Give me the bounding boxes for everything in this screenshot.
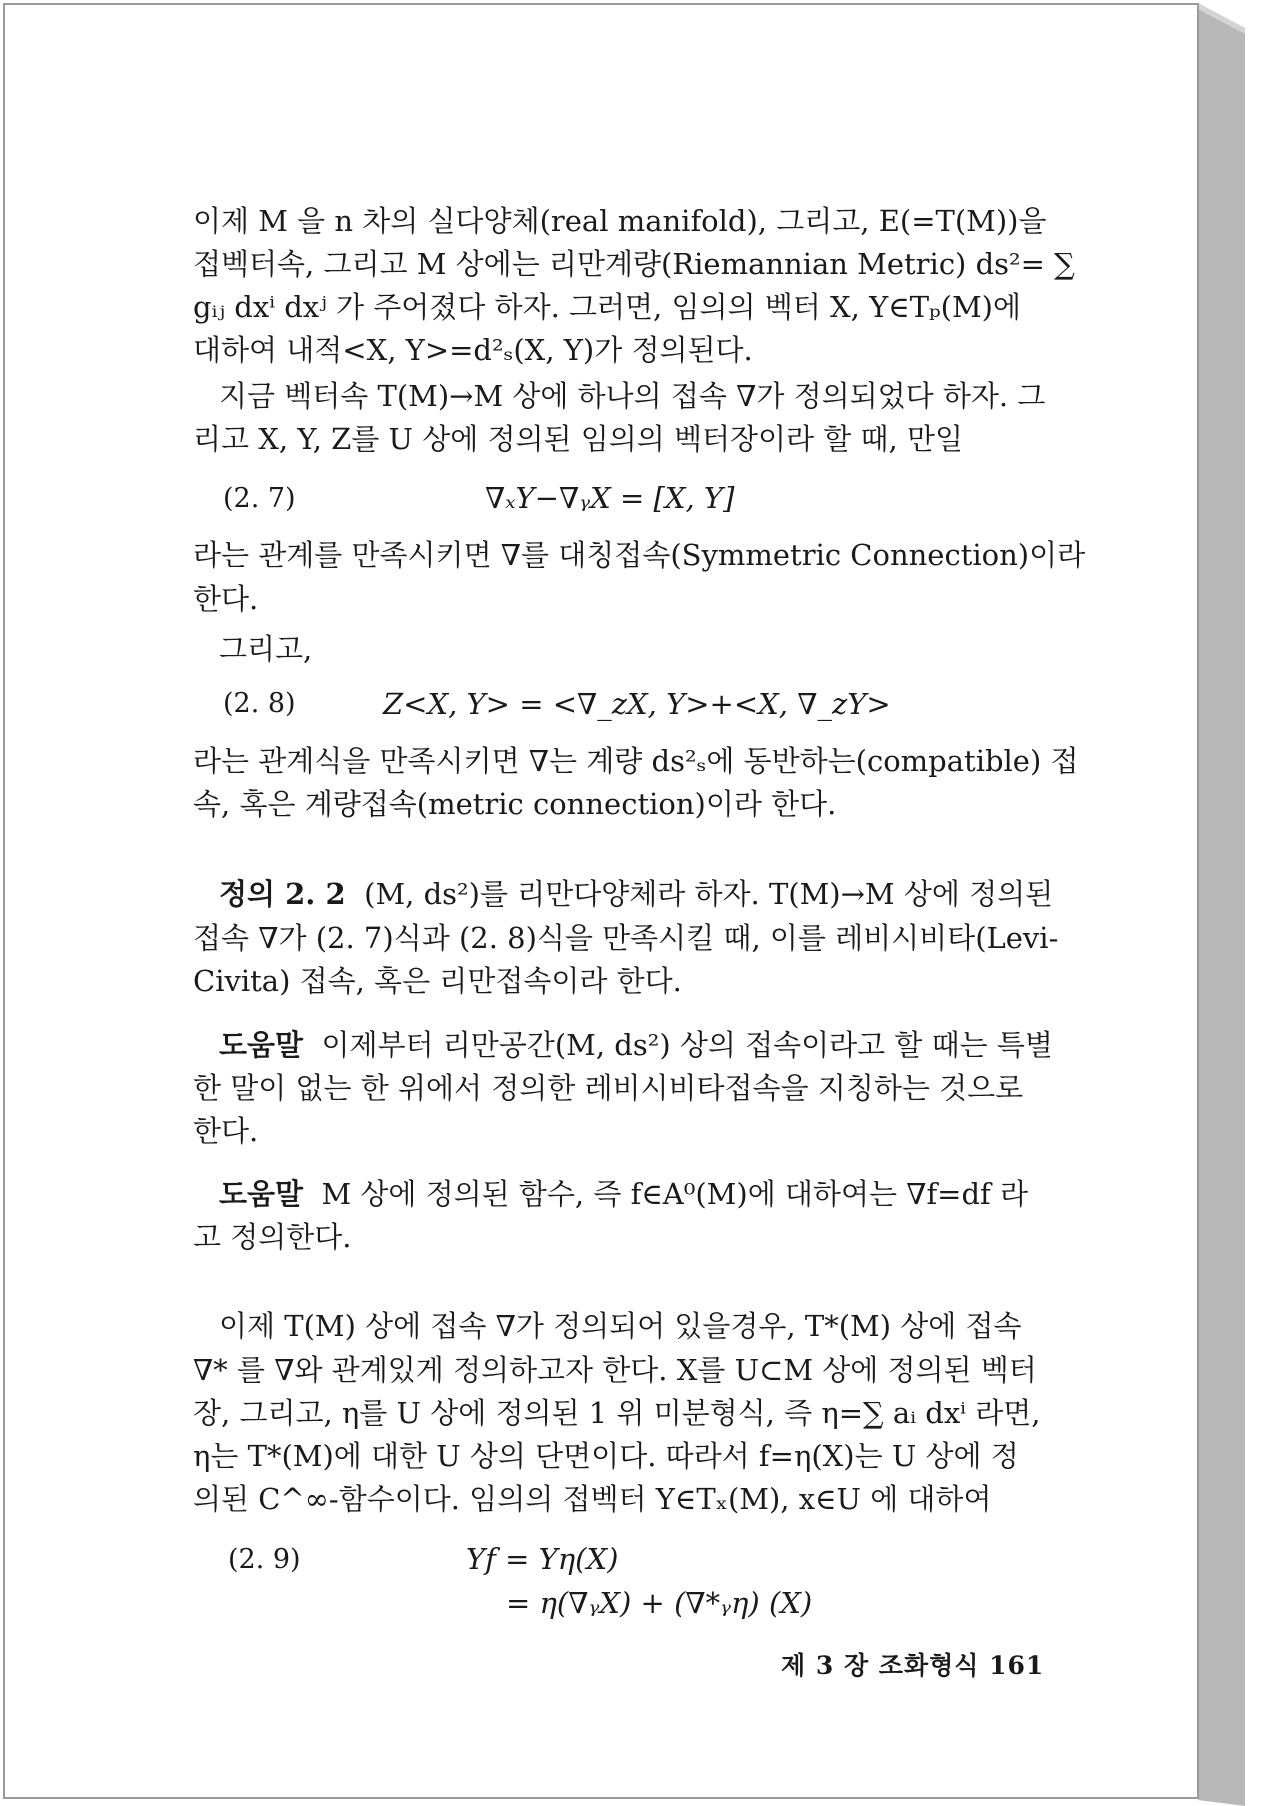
remark1-line3: 한다. xyxy=(193,1114,259,1148)
paragraph1-line3: gᵢⱼ dxⁱ dxʲ 가 주어졌다 하자. 그러면, 임의의 벡터 X, Y∈Tₚ(M)에 xyxy=(193,290,1021,324)
paragraph5-line2: 속, 혹은 계량접속(metric connection)이라 한다. xyxy=(193,787,837,821)
paragraph3-line2: 한다. xyxy=(193,582,259,616)
paragraph2-line1: 지금 벡터속 T(M)→M 상에 하나의 접속 ∇가 정의되었다 하자. 그 xyxy=(219,379,1046,413)
paragraph6-line3: 장, 그리고, η를 U 상에 정의된 1 위 미분형식, 즉 η=∑ aᵢ dxⁱ 라면, xyxy=(193,1396,1041,1430)
definition-2-2-line1 xyxy=(219,876,1053,912)
paragraph6-line2: ∇* 를 ∇와 관계있게 정의하고자 한다. X를 U⊂M 상에 정의된 벡터 xyxy=(193,1353,1037,1387)
paragraph1-line2: 접벡터속, 그리고 M 상에는 리만계량(Riemannian Metric) ds²= ∑ xyxy=(193,247,1075,281)
equation-2-9-number: (2. 9) xyxy=(228,1544,301,1575)
paragraph6-line4: η는 T*(M)에 대한 U 상의 단면이다. 따라서 f=η(X)는 U 상에 정 xyxy=(193,1439,1019,1473)
paragraph4: 그리고, xyxy=(219,632,313,666)
remark1-line2: 한 말이 없는 한 위에서 정의한 레비시비타접속을 지칭하는 것으로 xyxy=(193,1071,1024,1105)
page-footer: 제 3 장 조화형식 161 xyxy=(781,1651,1045,1680)
paragraph3-line1: 라는 관계를 만족시키면 ∇를 대칭접속(Symmetric Connection)이라 xyxy=(193,538,1086,572)
remark1-text-1: 이제부터 리만공간(M, ds²) 상의 접속이라고 할 때는 특별 xyxy=(321,1028,1053,1062)
definition-label: 정의 2. 2 xyxy=(219,877,346,911)
paragraph1-line1: 이제 M 을 n 차의 실다양체(real manifold), 그리고, E(=T(M))을 xyxy=(193,204,1047,238)
remark1-label: 도움말 xyxy=(219,1028,304,1062)
equation-2-9-line2: = η(∇ᵧX) + (∇*ᵧη) (X) xyxy=(506,1586,813,1620)
remark1-line1 xyxy=(219,1027,1053,1063)
definition-text-1: (M, ds²)를 리만다양체라 하자. T(M)→M 상에 정의된 xyxy=(364,877,1054,911)
equation-2-8: Z<X, Y> = <∇_zX, Y>+<X, ∇_zY> xyxy=(383,687,891,721)
equation-2-7: ∇ₓY−∇ᵧX = [X, Y] xyxy=(485,481,735,515)
remark2-text-1: M 상에 정의된 함수, 즉 f∈A⁰(M)에 대하여는 ∇f=df 라 xyxy=(321,1177,1029,1211)
paragraph6-line1: 이제 T(M) 상에 접속 ∇가 정의되어 있을경우, T*(M) 상에 접속 xyxy=(219,1309,1022,1343)
equation-2-8-number: (2. 8) xyxy=(223,688,296,719)
paragraph1-line4: 대하여 내적<X, Y>=d²ₛ(X, Y)가 정의된다. xyxy=(193,333,753,367)
paragraph6-line5: 의된 C^∞-함수이다. 임의의 접벡터 Y∈Tₓ(M), x∈U 에 대하여 xyxy=(193,1482,992,1516)
equation-2-7-number: (2. 7) xyxy=(223,483,296,514)
equation-2-9-line1: Yf = Yη(X) xyxy=(466,1542,619,1576)
remark2-line2: 고 정의한다. xyxy=(193,1220,352,1254)
definition-2-2-line2: 접속 ∇가 (2. 7)식과 (2. 8)식을 만족시킬 때, 이를 레비시비타(Levi- xyxy=(193,921,1059,955)
remark2-line1 xyxy=(219,1176,1028,1212)
definition-2-2-line3: Civita) 접속, 혹은 리만접속이라 한다. xyxy=(193,964,682,998)
paragraph2-line2: 리고 X, Y, Z를 U 상에 정의된 임의의 벡터장이라 할 때, 만일 xyxy=(193,422,963,456)
paragraph5-line1: 라는 관계식을 만족시키면 ∇는 계량 ds²ₛ에 동반하는(compatible) 접 xyxy=(193,744,1079,778)
remark2-label: 도움말 xyxy=(219,1177,304,1211)
